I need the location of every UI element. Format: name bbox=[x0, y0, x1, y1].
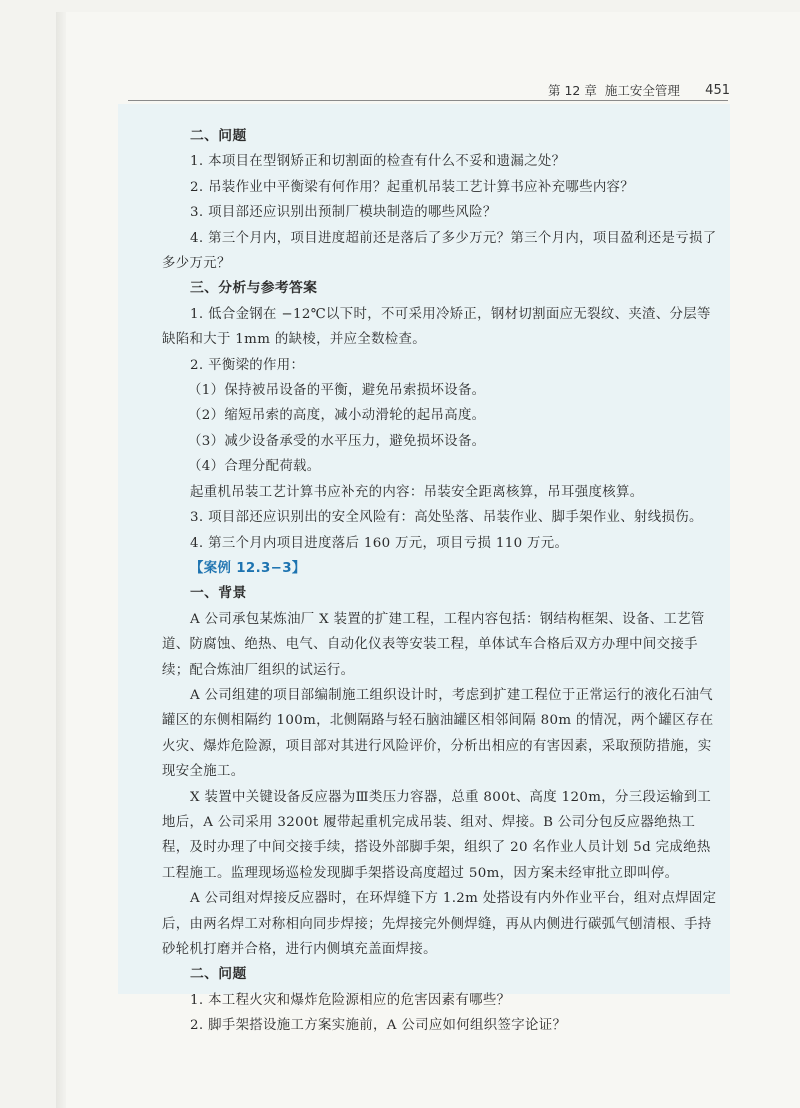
question-2: 2. 吊装作业中平衡梁有何作用？起重机吊装工艺计算书应补充哪些内容？ bbox=[190, 179, 635, 195]
answers-heading: 三、分析与参考答案 bbox=[190, 280, 318, 297]
page-number: 451 bbox=[705, 82, 730, 98]
question-3: 3. 项目部还应识别出预制厂模块制造的哪些风险？ bbox=[190, 205, 497, 221]
answer-2-extra: 起重机吊装工艺计算书应补充的内容：吊装安全距离核算，吊耳强度核算。 bbox=[190, 484, 644, 500]
answer-2-sub-2: （2）缩短吊索的高度，减小动滑轮的起吊高度。 bbox=[188, 408, 486, 424]
answer-2-sub-1: （1）保持被吊设备的平衡，避免吊索损坏设备。 bbox=[188, 383, 486, 399]
question-1: 1. 本项目在型钢矫正和切割面的检查有什么不妥和遗漏之处？ bbox=[190, 154, 566, 170]
answer-2-sub-3: （3）减少设备承受的水平压力，避免损坏设备。 bbox=[188, 433, 486, 449]
background-heading: 一、背景 bbox=[190, 585, 247, 602]
case-question-2: 2. 脚手架搭设施工方案实施前，A 公司应如何组织签字论证？ bbox=[190, 1018, 567, 1034]
body-text bbox=[162, 124, 718, 1039]
chapter-title: 施工安全管理 bbox=[604, 83, 680, 98]
case-questions-heading: 二、问题 bbox=[190, 966, 247, 983]
background-paragraph-2: A 公司组建的项目部编制施工组织设计时，考虑到扩建工程位于正常运行的液化石油气罐区的东侧相隔约 100m，北侧隔路与轻石脑油罐区相邻间隔 80m 的情况，两个罐区存在火灾、爆炸危险源，项目部对其进行风险评价，分析出相应的有害因素，采取预防措施，实现安全施工。 bbox=[162, 687, 714, 780]
answer-4: 4. 第三个月内项目进度落后 160 万元，项目亏损 110 万元。 bbox=[190, 535, 569, 551]
case-title: 【案例 12.3−3】 bbox=[190, 560, 306, 576]
answer-1: 1. 低合金钢在 −12℃以下时，不可采用冷矫正，钢材切割面应无裂纹、夹渣、分层等缺陷和大于 1mm 的缺棱，并应全数检查。 bbox=[162, 306, 711, 348]
questions-heading: 二、问题 bbox=[190, 128, 247, 144]
background-paragraph-1: A 公司承包某炼油厂 X 装置的扩建工程，工程内容包括：钢结构框架、设备、工艺管道、防腐蚀、绝热、电气、自动化仪表等安装工程，单体试车合格后双方办理中间交接手续；配合炼油厂组织的试运行。 bbox=[162, 611, 705, 678]
running-head bbox=[548, 80, 730, 100]
header-rule bbox=[128, 100, 728, 101]
answer-2: 2. 平衡梁的作用： bbox=[190, 357, 305, 373]
background-paragraph-4: A 公司组对焊接反应器时，在环焊缝下方 1.2m 处搭设有内外作业平台，组对点焊固定后，由两名焊工对称相向同步焊接；先焊接完外侧焊缝，再从内侧进行碳弧气刨清根、手持砂轮机打磨并合格，进行内侧填充盖面焊接。 bbox=[162, 891, 717, 957]
answer-3: 3. 项目部还应识别出的安全风险有：高处坠落、吊装作业、脚手架作业、射线损伤。 bbox=[190, 510, 703, 526]
chapter-label: 第 12 章 bbox=[548, 83, 597, 98]
answer-2-sub-4: （4）合理分配荷载。 bbox=[188, 459, 321, 475]
question-4: 4. 第三个月内，项目进度超前还是落后了多少万元？第三个月内，项目盈利还是亏损了多少万元？ bbox=[162, 230, 717, 272]
case-question-1: 1. 本工程火灾和爆炸危险源相应的危害因素有哪些？ bbox=[190, 992, 511, 1008]
background-paragraph-3: X 装置中关键设备反应器为Ⅲ类压力容器，总重 800t、高度 120m，分三段运输到工地后，A 公司采用 3200t 履带起重机完成吊装、组对、焊接。B 公司分包反应器绝热工程，及时办理了中间交接手续，搭设外部脚手架，组织了 20 名作业人员计划 5d 完成绝热工程施工。监理现场巡检发现脚手架搭设高度超过 50m，因方案未经审批立即叫停。 bbox=[162, 789, 712, 881]
